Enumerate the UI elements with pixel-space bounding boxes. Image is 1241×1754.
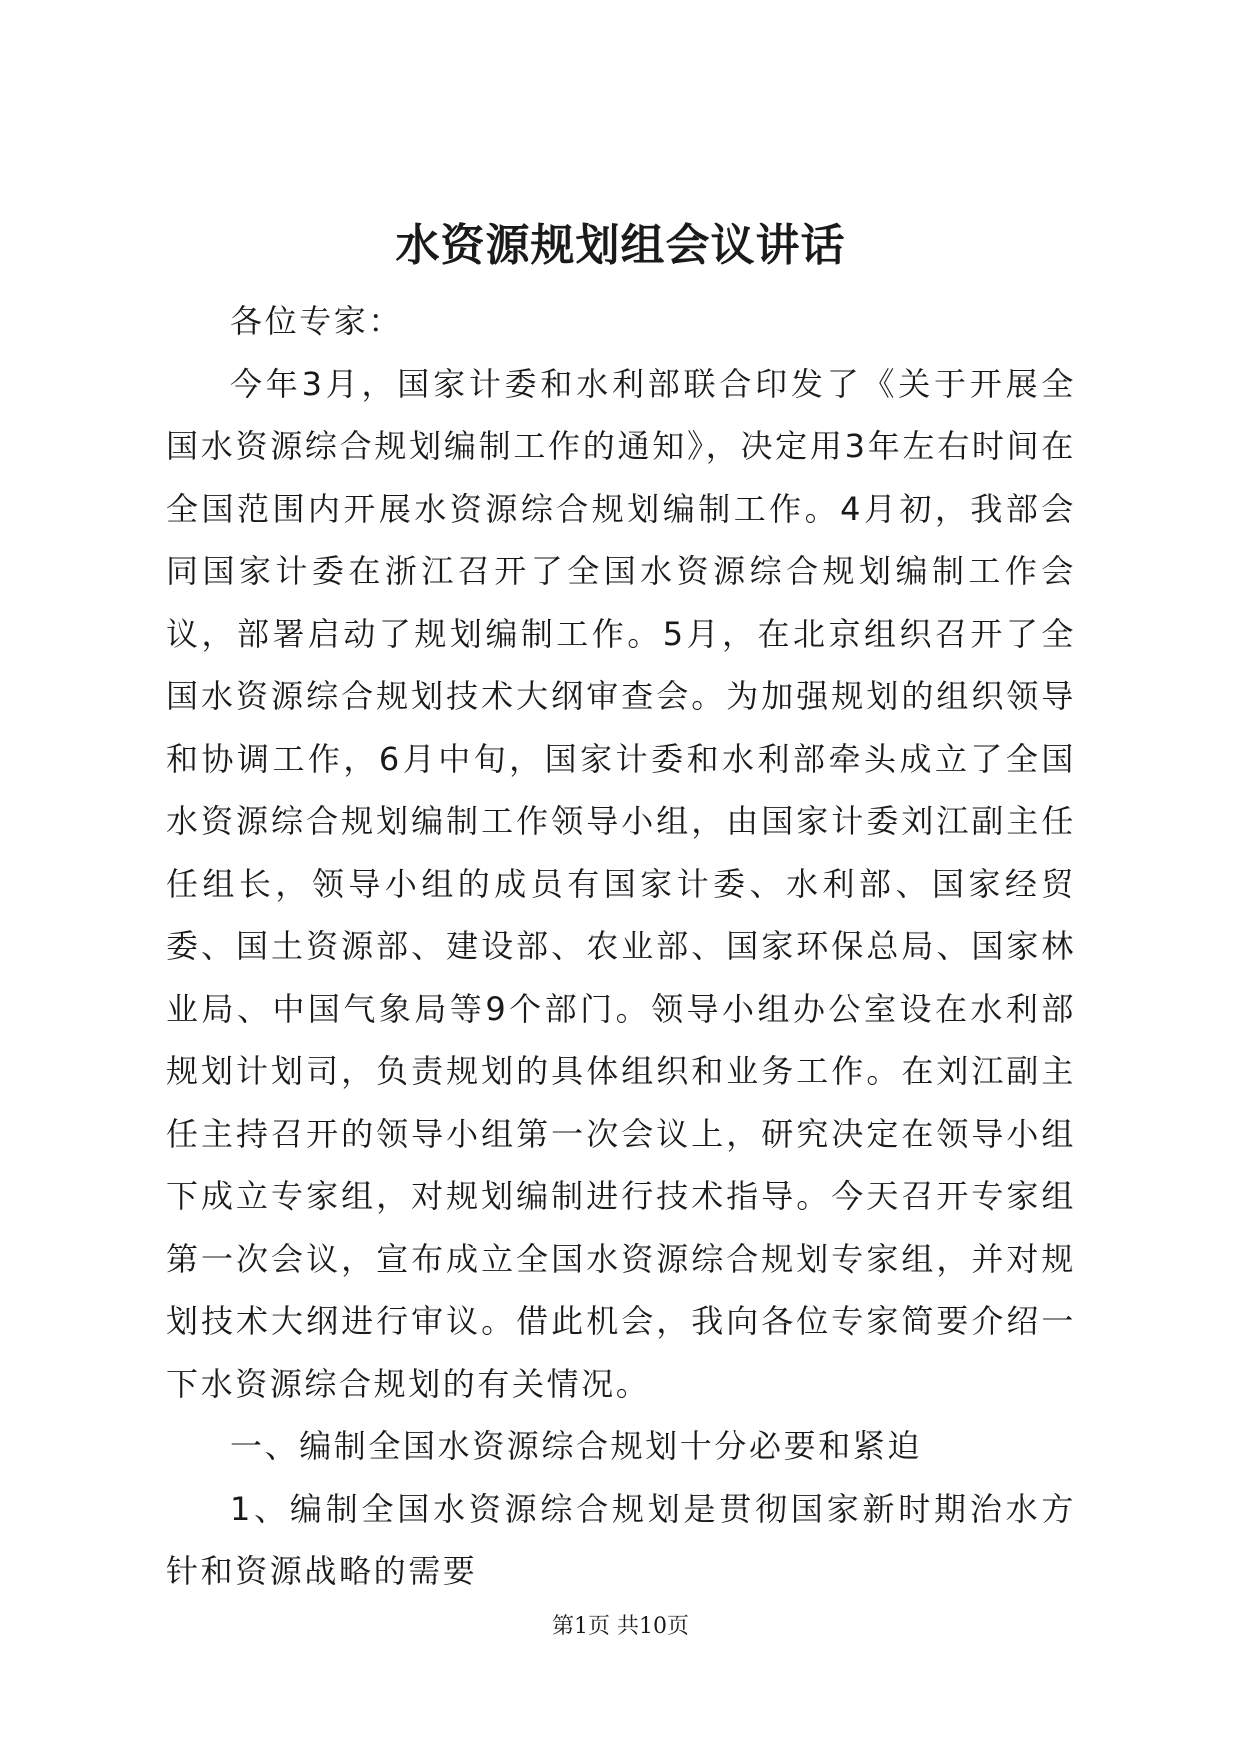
document-body [166,290,1076,1603]
subsection-heading: 1、编制全国水资源综合规划是贯彻国家新时期治水方针和资源战略的需要 [166,1489,1076,1590]
section-heading: 一、编制全国水资源综合规划十分必要和紧迫 [230,1427,923,1465]
salutation-paragraph: 各位专家： [230,302,404,340]
intro-paragraph: 今年3月，国家计委和水利部联合印发了《关于开展全国水资源综合规划编制工作的通知》，决定用3年左右时间在全国范围内开展水资源综合规划编制工作。4月初，我部会同国家计委在浙江召开了全国水资源综合规划编制工作会议，部署启动了规划编制工作。5月，在北京组织召开了全国水资源综合规划技术大纲审查会。为加强规划的组织领导和协调工作，6月中旬，国家计委和水利部牵头成立了全国水资源综合规划编制工作领导小组，由国家计委刘江副主任任组长，领导小组的成员有国家计委、水利部、国家经贸委、国土资源部、建设部、农业部、国家环保总局、国家林业局、中国气象局等9个部门。领导小组办公室设在水利部规划计划司，负责规划的具体组织和业务工作。在刘江副主任主持召开的领导小组第一次会议上，研究决定在领导小组下成立专家组，对规划编制进行技术指导。今天召开专家组第一次会议，宣布成立全国水资源综合规划专家组，并对规划技术大纲进行审议。借此机会，我向各位专家简要介绍一下水资源综合规划的有关情况。 [166,364,1076,1403]
document-title: 水资源规划组会议讲话 [395,220,846,271]
page-number: 第1页 共10页 [552,1614,689,1639]
